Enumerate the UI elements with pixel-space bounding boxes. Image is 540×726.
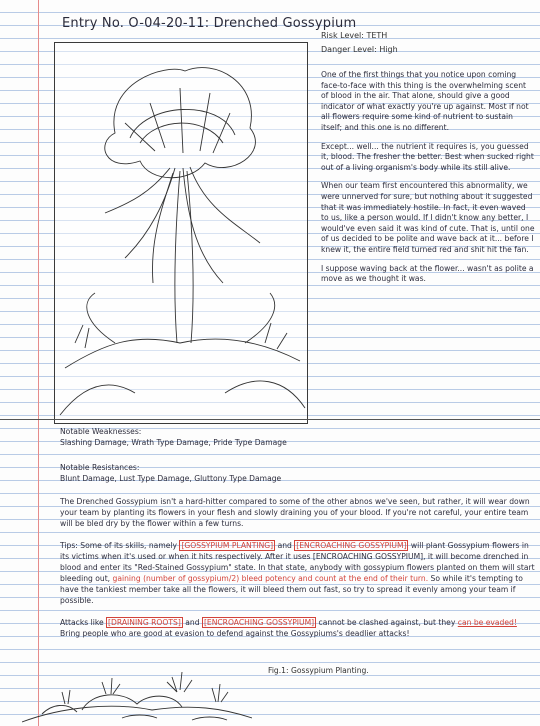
skill-draining-roots: [DRAINING ROOTS] [108, 618, 181, 627]
section-divider [0, 419, 540, 420]
tips-bleed-highlight: gaining (number of gossypium/2) bleed potency and count at the end of their turn. [112, 574, 429, 583]
tips-advice: So while it's tempting to have the tankiest member take all the flowers, it will bleed them out fast, so try to spread it evenly among your team if possible. [60, 574, 523, 605]
gossypium-planting-sketch [22, 652, 252, 726]
skill-encroaching-gossypium-2: [ENCROACHING GOSSYPIUM] [203, 618, 315, 627]
resistances-text: Blunt Damage, Lust Type Damage, Gluttony Type Damage [60, 474, 282, 483]
gossypium-sketch [55, 43, 307, 423]
tips-text [60, 540, 535, 606]
attacks-body: cannot be clashed against, but they [316, 618, 458, 627]
resistances-block [60, 462, 535, 484]
story-paragraph-1: One of the first things that you notice upon coming face-to-face with this thing is the overwhelming scent of blood in the air. That alone, should give a good indicator of what exactly you're up against. Most if not all flowers require some kind of nutrient to sustain itself; and this one is no different. [321, 70, 529, 132]
tips-intro: Tips: Some of its skills, namely [60, 541, 180, 550]
story-text [321, 70, 535, 293]
attacks-block [60, 617, 535, 639]
gossypium-illustration [54, 42, 308, 424]
entry-title: Entry No. O-04-20-11: Drenched Gossypium [62, 16, 357, 31]
attacks-evade-highlight: can be evaded! [457, 618, 517, 627]
resistances-label: Notable Resistances: [60, 463, 140, 472]
summary-block [60, 496, 535, 529]
tips-block [60, 540, 535, 606]
attacks-and: and [182, 618, 202, 627]
attacks-advice: Bring people who are good at evasion to defend against the Gossypiums's deadlier attacks! [60, 629, 410, 638]
attacks-intro: Attacks like [60, 618, 107, 627]
weaknesses-text: Slashing Damage, Wrath Type Damage, Pride Type Damage [60, 438, 287, 447]
summary-text: The Drenched Gossypium isn't a hard-hitter compared to some of the other abnos we've seen, but rather, it will wear down your team by planting its flowers in your flesh and slowly draining you of your blood. If you're not careful, your entire team will be bled dry by the flower within a few turns. [60, 497, 530, 528]
figure-caption: Fig.1: Gossypium Planting. [268, 666, 369, 675]
risk-level: Risk Level: TETH [321, 31, 388, 40]
story-paragraph-2: Except... well... the nutrient it requires is, you guessed it, blood. The fresher the better. Best when sucked right out of a living organism's body while its still alive. [321, 141, 534, 172]
skill-encroaching-gossypium: [ENCROACHING GOSSYPIUM] [296, 541, 407, 550]
weaknesses-block [60, 426, 535, 448]
story-paragraph-4: I suppose waving back at the flower... wasn't as polite a move as we thought it was. [321, 263, 534, 284]
tips-body: will plant Gossypium flowers in its victims when it's used or when it hits respectively. After it uses [ENCROACHING GOSSYPIUM], it will become drenched in blood and enter its "Red-Stained Gossypium" state. In that state, anybody with gossypium flowers planted on them will start bleeding out, [60, 541, 535, 583]
skill-gossypium-planting: [GOSSYPIUM PLANTING] [181, 541, 274, 550]
danger-level: Danger Level: High [321, 45, 398, 54]
tips-and: and [275, 541, 295, 550]
weaknesses-label: Notable Weaknesses: [60, 427, 142, 436]
story-paragraph-3: When our team first encountered this abnormality, we were unnerved for sure, but nothing about it suggested that it was immediately hostile. In fact, it even waved to us, like a person would. If I didn't know any better, I would've even said it was kind of cute. That is, until one of us decided to be polite and wave back at it... before I knew it, the entire field turned red and shit hit the fan. [321, 181, 535, 254]
attacks-text [60, 617, 535, 639]
planting-scene [22, 652, 252, 726]
